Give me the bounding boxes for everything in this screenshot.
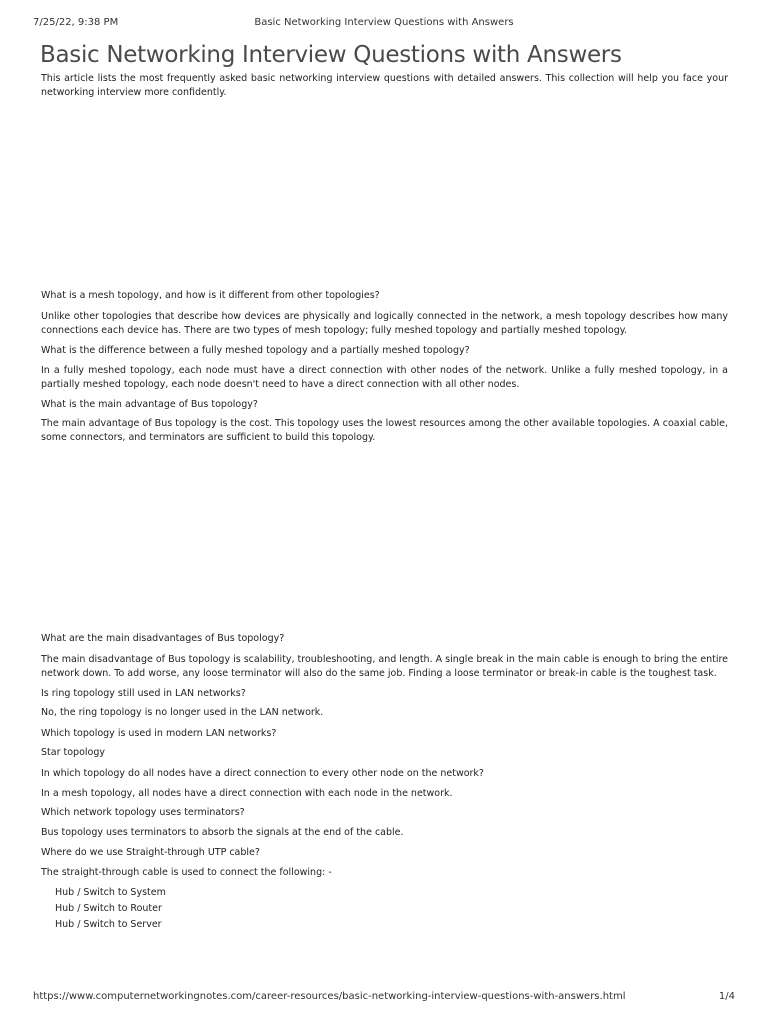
answer-bus-advantage: The main advantage of Bus topology is the cost. This topology uses the lowest resources among the other available topologies. A coaxial cable, some connectors, and terminators are sufficient to build this topology.	[41, 418, 728, 443]
answer-straight-through-cable: The straight-through cable is used to connect the following: -	[41, 867, 332, 878]
question-modern-lan-topology: Which topology is used in modern LAN networks?	[41, 728, 277, 739]
question-straight-through-cable: Where do we use Straight-through UTP cable?	[41, 847, 260, 858]
answer-modern-lan-topology: Star topology	[41, 747, 105, 758]
question-terminators: Which network topology uses terminators?	[41, 807, 245, 818]
question-bus-advantage: What is the main advantage of Bus topology?	[41, 399, 258, 410]
answer-direct-connection-topology: In a mesh topology, all nodes have a direct connection with each node in the network.	[41, 788, 453, 799]
article-title: Basic Networking Interview Questions with Answers	[40, 42, 622, 68]
question-ring-topology: Is ring topology still used in LAN networks?	[41, 688, 246, 699]
list-item: Hub / Switch to Router	[55, 903, 162, 914]
answer-fully-vs-partially-meshed: In a fully meshed topology, each node must have a direct connection with other nodes of the network. Unlike a fully meshed topology, in a partially meshed topology, each node doesn't need to have a direct connection with all other nodes.	[41, 365, 728, 390]
answer-mesh-topology: Unlike other topologies that describe how devices are physically and logically connected in the network, a mesh topology describes how many connections each device has. There are two types of mesh topology; fully meshed topology and partially meshed topology.	[41, 311, 728, 336]
answer-terminators: Bus topology uses terminators to absorb the signals at the end of the cable.	[41, 827, 404, 838]
intro-paragraph: This article lists the most frequently asked basic networking interview questions with detailed answers. This collection will help you face your networking interview more confidently.	[41, 73, 728, 98]
question-fully-vs-partially-meshed: What is the difference between a fully meshed topology and a partially meshed topology?	[41, 345, 470, 356]
question-direct-connection-topology: In which topology do all nodes have a direct connection to every other node on the network?	[41, 768, 484, 779]
print-datetime: 7/25/22, 9:38 PM	[33, 17, 119, 28]
print-url: https://www.computernetworkingnotes.com/career-resources/basic-networking-interview-questions-with-answers.html	[33, 991, 626, 1002]
answer-bus-disadvantages: The main disadvantage of Bus topology is scalability, troubleshooting, and length. A single break in the main cable is enough to bring the entire network down. To add worse, any loose terminator will also do the same job. Finding a loose terminator or break-in cable is the toughest task.	[41, 654, 728, 679]
answer-ring-topology: No, the ring topology is no longer used in the LAN network.	[41, 707, 324, 718]
list-item: Hub / Switch to System	[55, 887, 166, 898]
print-page-number: 1/4	[718, 991, 735, 1002]
question-bus-disadvantages: What are the main disadvantages of Bus topology?	[41, 633, 285, 644]
question-mesh-topology: What is a mesh topology, and how is it different from other topologies?	[41, 290, 380, 301]
list-item: Hub / Switch to Server	[55, 919, 162, 930]
print-page-title: Basic Networking Interview Questions with Answers	[254, 17, 514, 28]
